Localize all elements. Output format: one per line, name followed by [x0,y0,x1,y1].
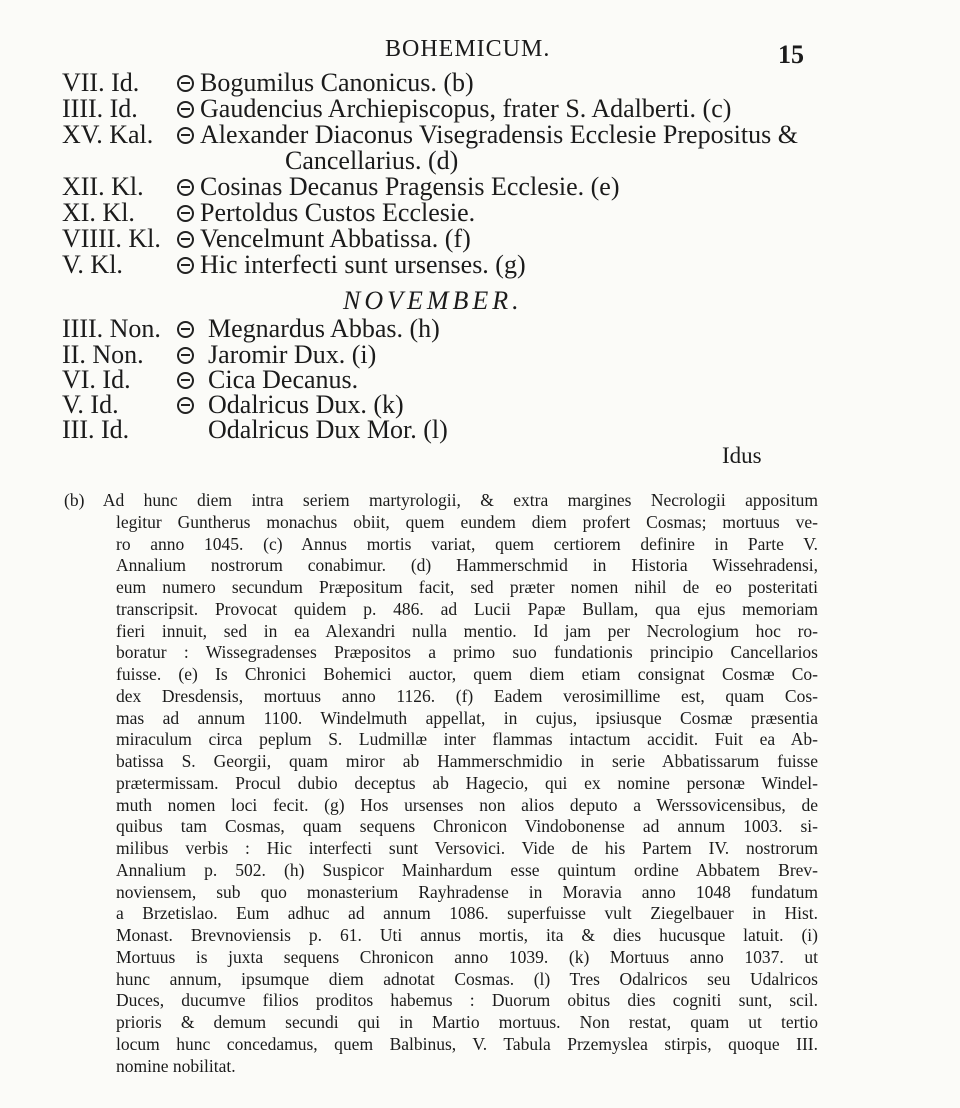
calendar-date: IIII. Non. [62,314,161,343]
footnote-line: dex Dresdensis, mortuus anno 1126. (f) Eadem verosimillime est, quam Cos- [116,685,818,706]
obit-sign-icon [177,347,194,364]
calendar-entry: Vencelmunt Abbatissa. (f) [200,224,471,253]
calendar-date: XI. Kl. [62,198,135,227]
obit-sign-icon [177,127,194,144]
footnote-line: prætermissam. Procul dubio deceptus ab Hagecio, qui ex nomine personæ Windel- [116,772,818,793]
footnote-line: hunc annum, ipsumque diem adnotat Cosmas. (l) Tres Odalricos seu Udalricos [116,968,818,989]
page-number: 15 [778,40,804,69]
calendar-date: IIII. Id. [62,94,138,123]
calendar-entry: Megnardus Abbas. (h) [208,314,440,343]
footnote-line: eum numero secundum Præpositum facit, sed præter nomen nihil de eo posteritati [116,577,818,597]
obit-sign-icon [177,321,194,338]
calendar-entry: Gaudencius Archiepiscopus, frater S. Adalberti. (c) [200,94,732,123]
footnote-line: Mortuus is juxta sequens Chronicon anno 1039. (k) Mortuus anno 1037. ut [116,946,818,967]
month-heading: NOVEMBER. [343,286,523,315]
footnote-line: boratur : Wissegradenses Præpositos a primo suo fundationis principio Cancellarios [116,642,818,663]
footnote-line: transcripsit. Provocat quidem p. 486. ad Lucii Papæ Bullam, qua ejus memoriam [116,598,818,619]
footnote-line: noviensem, sub quo monasterium Rayhradense in Moravia anno 1048 fundatum [116,881,818,902]
footnote-line: fuisse. (e) Is Chronici Bohemici auctor, quem diem etiam consignat Cosmæ Co- [116,664,818,684]
calendar-entry: Pertoldus Custos Ecclesie. [200,198,476,227]
obit-sign-icon [177,257,194,274]
footnote-line: Annalium nostrorum conabimur. (d) Hammerschmid in Historia Wissehradensi, [116,555,818,576]
calendar-entry: Bogumilus Canonicus. (b) [200,68,474,97]
calendar-date: VII. Id. [62,68,140,97]
calendar-entry: Cica Decanus. [208,365,359,394]
footnote-line: a Brzetislao. Eum adhuc ad annum 1086. superfuisse vult Ziegelbauer in Hist. [116,903,818,924]
obit-sign-icon [177,231,194,248]
footnote-line: batissa S. Georgii, quam miror ab Hammerschmidio in serie Abbatissarum fuisse [116,751,818,771]
calendar-entry: Cosinas Decanus Pragensis Ecclesie. (e) [200,172,620,201]
footnote-line: legitur Guntherus monachus obiit, quem eundem diem profert Cosmas; mortuus ve- [116,511,818,532]
calendar-date: III. Id. [62,415,130,444]
obit-sign-icon [177,101,194,118]
footnotes [64,490,818,1077]
calendar-date: VIIII. Kl. [62,224,161,253]
footnote-line: nomine nobilitat. [116,1055,236,1076]
running-title: BOHEMICUM. [385,36,551,62]
footnote-line: mas ad annum 1100. Windelmuth appellat, in cujus, ipsiusque Cosmæ præsentia [116,707,818,728]
calendar-date: V. Kl. [62,250,123,279]
calendar-entry: Jaromir Dux. (i) [208,340,377,369]
footnote-line: muth nomen loci fecit. (g) Hos ursenses non alios deputo a Werssovicensibus, de [116,794,818,815]
footnote-line: Annalium p. 502. (h) Suspicor Mainhardum esse quintum ordine Abbatem Brev- [116,859,818,880]
footnote-line: Duces, ducumve filios proditos habemus : Duorum obitus dies cogniti sunt, scil. [116,990,818,1011]
footnote-line: ro anno 1045. (c) Annus mortis variat, quem certiorem definire in Parte V. [116,533,818,554]
calendar-date: V. Id. [62,390,119,419]
calendar-date: XII. Kl. [62,172,144,201]
calendar-date: II. Non. [62,340,144,369]
footnote-line: prioris & demum secundi qui in Martio mortuus. Non restat, quam ut tertio [116,1012,818,1032]
calendar-date: VI. Id. [62,365,131,394]
calendar-entry: Odalricus Dux Mor. (l) [208,415,448,444]
catchword: Idus [722,443,762,468]
obit-sign-icon [177,372,194,389]
footnote-line: (b) Ad hunc diem intra seriem martyrologii, & extra margines Necrologii appositum [64,490,818,510]
obit-sign-icon [177,397,194,414]
calendar-entry: Odalricus Dux. (k) [208,390,404,419]
footnote-line: miraculum circa peplum S. Ludmillæ inter flammas intactum accidit. Fuit ea Ab- [116,729,818,750]
footnote-line: locum hunc concedamus, quem Balbinus, V. Tabula Przemyslea stirpis, quoque III. [116,1033,818,1054]
footnote-line: Monast. Brevnoviensis p. 61. Uti annus mortis, ita & dies hucusque latuit. (i) [116,925,818,945]
footnote-line: fieri innuit, sed in ea Alexandri nulla mentio. Id jam per Necrologium hoc ro- [116,620,818,641]
footnote-line: quibus tam Cosmas, quam sequens Chronicon Vindobonense ad annum 1003. si- [116,816,818,837]
footnote-line: milibus verbis : Hic interfecti sunt Versovici. Vide de his Partem IV. nostrorum [116,838,818,858]
obit-sign-icon [177,179,194,196]
calendar-date: XV. Kal. [62,120,154,149]
calendar-entry: Hic interfecti sunt ursenses. (g) [200,250,526,279]
calendar-entry: Cancellarius. (d) [285,146,459,175]
obit-sign-icon [177,205,194,222]
obit-sign-icon [177,75,194,92]
calendar-entry: Alexander Diaconus Visegradensis Ecclesie Prepositus & [200,120,798,149]
